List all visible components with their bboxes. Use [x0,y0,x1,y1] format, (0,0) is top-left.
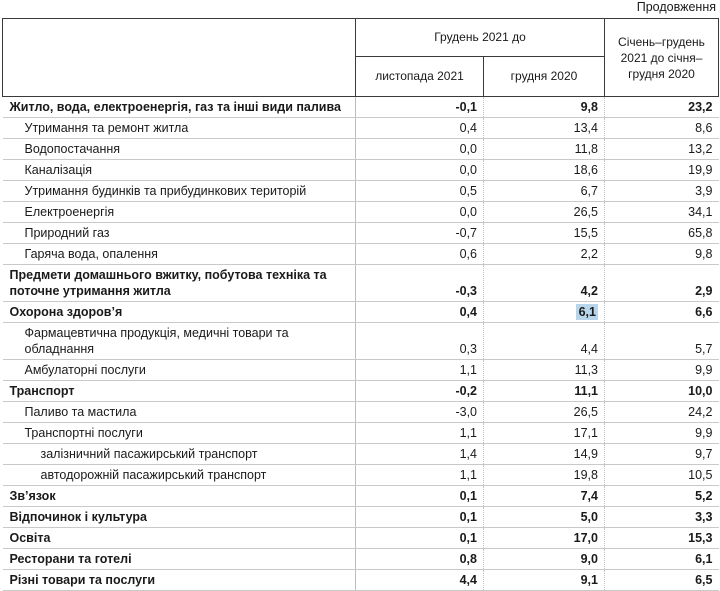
row-value-2: 2,2 [484,244,605,265]
row-label: Предмети домашнього вжитку, побутова техніка та поточне утримання житла [3,265,356,302]
table-row [3,444,719,465]
row-value-2: 17,0 [484,528,605,549]
row-value-3: 6,1 [605,549,719,570]
row-value-2: 26,5 [484,202,605,223]
row-value-2: 11,3 [484,360,605,381]
row-value-1: -0,2 [356,381,484,402]
table-row [3,97,719,118]
table-row [3,465,719,486]
row-label: Природний газ [3,223,356,244]
table-header [3,19,719,97]
row-value-3: 34,1 [605,202,719,223]
table-row [3,265,719,302]
row-value-3: 5,2 [605,486,719,507]
row-value-2: 18,6 [484,160,605,181]
row-label: Фармацевтична продукція, медичні товари та обладнання [3,323,356,360]
row-value-2: 9,1 [484,570,605,591]
row-value-3: 13,2 [605,139,719,160]
table-header-row-1 [3,19,719,57]
row-value-3: 24,2 [605,402,719,423]
table-row [3,381,719,402]
table-row [3,507,719,528]
table-row [3,223,719,244]
row-label: Освіта [3,528,356,549]
header-sub-prev-month: листопада 2021 [356,57,484,97]
row-label: Паливо та мастила [3,402,356,423]
row-value-3: 15,3 [605,528,719,549]
table-row [3,423,719,444]
table-row [3,244,719,265]
header-name-column [3,19,356,97]
row-value-3: 5,7 [605,323,719,360]
row-value-3: 3,9 [605,181,719,202]
table-row [3,139,719,160]
row-value-2: 9,8 [484,97,605,118]
row-value-2: 14,9 [484,444,605,465]
table-row [3,118,719,139]
row-value-1: 0,4 [356,118,484,139]
row-value-2: 19,8 [484,465,605,486]
header-group-december: Грудень 2021 до [356,19,605,57]
row-label: Ресторани та готелі [3,549,356,570]
row-label: Транспортні послуги [3,423,356,444]
row-label: Транспорт [3,381,356,402]
row-value-2: 17,1 [484,423,605,444]
row-label: Житло, вода, електроенергія, газ та інші види палива [3,97,356,118]
row-value-3: 19,9 [605,160,719,181]
row-value-3: 9,8 [605,244,719,265]
row-label: Гаряча вода, опалення [3,244,356,265]
continuation-caption-row [0,0,720,18]
row-value-1: 0,5 [356,181,484,202]
header-year-column: Січень–грудень 2021 до січня–грудня 2020 [605,19,719,97]
cpi-statistics-table [2,18,719,591]
row-label: Електроенергія [3,202,356,223]
row-value-1: 0,3 [356,323,484,360]
row-value-3: 10,5 [605,465,719,486]
row-value-3: 23,2 [605,97,719,118]
row-value-1: 0,1 [356,528,484,549]
row-label: залізничний пасажирський транспорт [3,444,356,465]
row-value-2: 9,0 [484,549,605,570]
row-value-3: 9,9 [605,360,719,381]
row-value-1: 4,4 [356,570,484,591]
row-label: Утримання та ремонт житла [3,118,356,139]
row-value-2: 15,5 [484,223,605,244]
row-value-1: 1,1 [356,465,484,486]
table-row [3,181,719,202]
row-value-2: 5,0 [484,507,605,528]
highlighted-value[interactable]: 6,1 [576,304,598,320]
row-value-3: 9,9 [605,423,719,444]
row-label: Зв’язок [3,486,356,507]
table-row [3,160,719,181]
row-label: Різні товари та послуги [3,570,356,591]
row-value-1: 0,0 [356,202,484,223]
row-value-2: 6,7 [484,181,605,202]
row-label: Утримання будинків та прибудинкових територій [3,181,356,202]
table-row [3,549,719,570]
table-row [3,202,719,223]
row-value-3: 65,8 [605,223,719,244]
row-value-3: 10,0 [605,381,719,402]
row-value-1: 0,4 [356,302,484,323]
row-value-1: -0,1 [356,97,484,118]
row-label: Каналізація [3,160,356,181]
table-row [3,570,719,591]
row-value-2: 11,8 [484,139,605,160]
row-value-3: 3,3 [605,507,719,528]
row-value-1: 0,0 [356,139,484,160]
row-value-3: 6,6 [605,302,719,323]
row-value-3: 9,7 [605,444,719,465]
row-value-2: 4,2 [484,265,605,302]
row-value-1: -0,7 [356,223,484,244]
row-label: Охорона здоров’я [3,302,356,323]
row-label: автодорожній пасажирський транспорт [3,465,356,486]
row-value-1: -3,0 [356,402,484,423]
row-value-1: 0,1 [356,507,484,528]
row-value-1: -0,3 [356,265,484,302]
row-value-1: 0,1 [356,486,484,507]
row-value-1: 1,1 [356,360,484,381]
row-value-2: 7,4 [484,486,605,507]
row-value-2: 13,4 [484,118,605,139]
row-label: Амбулаторні послуги [3,360,356,381]
header-sub-prev-year: грудня 2020 [484,57,605,97]
row-value-1: 0,0 [356,160,484,181]
row-value-1: 1,4 [356,444,484,465]
table-row [3,360,719,381]
row-value-3: 8,6 [605,118,719,139]
row-value-2: 11,1 [484,381,605,402]
table-row [3,486,719,507]
row-value-2: 4,4 [484,323,605,360]
row-value-3: 2,9 [605,265,719,302]
table-row [3,528,719,549]
row-value-1: 1,1 [356,423,484,444]
table-row [3,402,719,423]
row-value-1: 0,8 [356,549,484,570]
table-body [3,97,719,591]
table-row [3,302,719,323]
row-label: Відпочинок і культура [3,507,356,528]
row-value-1: 0,6 [356,244,484,265]
table-row [3,323,719,360]
row-label: Водопостачання [3,139,356,160]
row-value-2 [484,302,605,323]
row-value-2: 26,5 [484,402,605,423]
continuation-caption: Продовження [636,0,716,14]
row-value-3: 6,5 [605,570,719,591]
